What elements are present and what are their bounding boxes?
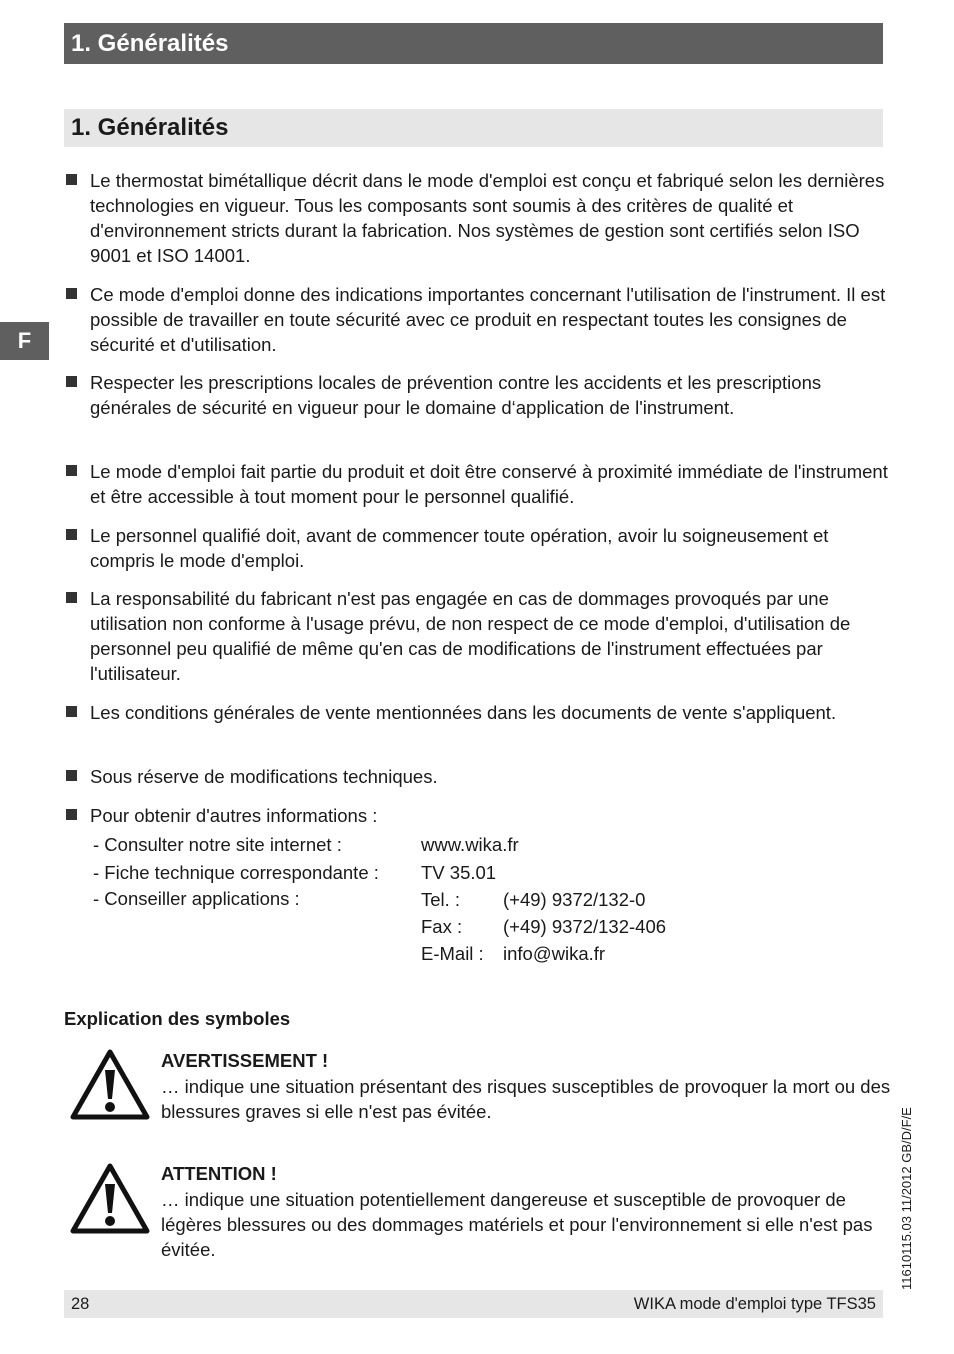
info-tel-label: Tel. : — [421, 889, 461, 910]
section-title: 1. Généralités — [64, 109, 883, 147]
warning-triangle-icon — [70, 1048, 150, 1120]
info-fax-label: Fax : — [421, 916, 463, 937]
info-datasheet-label: - Fiche technique correspondante : — [93, 862, 379, 883]
document-code: 11610115.03 11/2012 GB/D/F/E — [899, 1107, 914, 1290]
bullet-text: Le personnel qualifié doit, avant de commencer toute opération, avoir lu soigneusement et compris le mode d'emploi. — [90, 525, 829, 571]
page-header-title: 1. Généralités — [64, 23, 883, 64]
bullet-marker — [66, 465, 77, 476]
bullet-marker — [66, 592, 77, 603]
warning-text: … indique une situation présentant des risques susceptibles de provoquer la mort ou des blessures graves si elle n'est pas évitée. — [161, 1076, 891, 1122]
document-title: WIKA mode d'emploi type TFS35 — [633, 1295, 876, 1313]
bullet-text: Les conditions générales de vente mentionnées dans les documents de vente s'appliquent. — [90, 702, 837, 723]
bullet-text: Pour obtenir d'autres informations : — [90, 805, 378, 826]
bullet-marker — [66, 376, 77, 387]
warning-title: AVERTISSEMENT ! — [161, 1050, 329, 1071]
info-site-link[interactable]: www.wika.fr — [421, 834, 519, 855]
bullet-marker — [66, 706, 77, 717]
info-tel-value: (+49) 9372/132-0 — [503, 889, 646, 910]
bullet-text: La responsabilité du fabricant n'est pas engagée en cas de dommages provoqués par une utilisation non conforme à l'usage prévu, de non respect de ce mode d'emploi, d'utilisation de personnel peu qualifié de même qu'en cas de modifications de l'instrument effectuées par l'utilisateur. — [90, 588, 851, 684]
info-site-label: - Consulter notre site internet : — [93, 834, 342, 855]
bullet-text: Ce mode d'emploi donne des indications importantes concernant l'utilisation de l'instrument. Il est possible de travailler en toute sécurité avec ce produit en respectant toutes les consignes de sécurité et d'utilisation. — [90, 284, 886, 355]
bullet-text: Le mode d'emploi fait partie du produit et doit être conservé à proximité immédiate de l'instrument et être accessible à tout moment pour le personnel qualifié. — [90, 461, 888, 507]
info-advisor-label: - Conseiller applications : — [93, 888, 300, 909]
info-email-link[interactable]: info@wika.fr — [503, 943, 606, 964]
language-tab: F — [0, 322, 49, 360]
bullet-marker — [66, 809, 77, 820]
page-number: 28 — [71, 1295, 90, 1313]
caution-triangle-icon — [70, 1162, 150, 1234]
caution-title: ATTENTION ! — [161, 1163, 277, 1184]
bullet-marker — [66, 174, 77, 185]
bullet-text: Sous réserve de modifications techniques. — [90, 766, 438, 787]
page-footer — [64, 1290, 883, 1318]
info-datasheet-value: TV 35.01 — [421, 862, 497, 883]
caution-text: … indique une situation potentiellement dangereuse et susceptible de provoquer de légères blessures ou des dommages matériels et pour l'environnement si elle n'est pas évitée. — [161, 1189, 873, 1260]
bullet-text: Le thermostat bimétallique décrit dans le mode d'emploi est conçu et fabriqué selon les dernières technologies en vigueur. Tous les composants sont soumis à des critères de qualité et d'environnement stricts durant la fabrication. Nos systèmes de gestion sont certifiés selon ISO 9001 et ISO 14001. — [90, 170, 885, 266]
bullet-text: Respecter les prescriptions locales de prévention contre les accidents et les prescriptions générales de sécurité en vigueur pour le domaine d‘application de l'instrument. — [90, 372, 822, 418]
bullet-marker — [66, 529, 77, 540]
info-fax-value: (+49) 9372/132-406 — [503, 916, 667, 937]
info-email-label: E-Mail : — [421, 943, 484, 964]
bullet-marker — [66, 770, 77, 781]
symbols-heading: Explication des symboles — [64, 1008, 291, 1029]
bullet-marker — [66, 288, 77, 299]
